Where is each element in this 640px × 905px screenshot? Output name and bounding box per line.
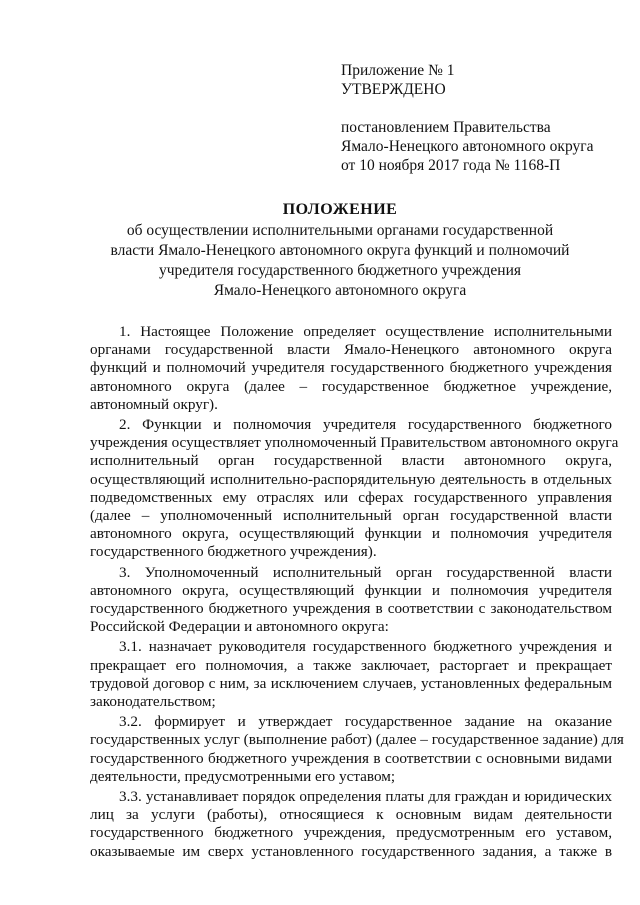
paragraph-line: государственных услуг (выполнение работ) (далее – государственное задание) для [90, 731, 624, 749]
paragraph-line: Российской Федерации и автономного округа: [90, 618, 389, 636]
document-body [90, 323, 624, 863]
paragraph-line: автономного округа, осуществляющий функции и полномочия учредителя [90, 525, 612, 543]
paragraph-4 [90, 638, 612, 711]
document-title: ПОЛОЖЕНИЕ [282, 201, 398, 218]
approval-spacer [341, 99, 621, 118]
paragraph-line: 3.3. устанавливает порядок определения платы для граждан и юридических [119, 788, 612, 806]
document-subtitle-line: власти Ямало-Ненецкого автономного округа функций и полномочий [110, 242, 570, 259]
paragraph-line: государственного бюджетного учреждения в соответствии с законодательством [90, 600, 612, 618]
paragraph-line: исполнительный орган государственной власти автономного округа, [90, 452, 612, 470]
paragraph-line: 1. Настоящее Положение определяет осуществление исполнительными [119, 323, 612, 340]
paragraph-6 [90, 788, 612, 861]
paragraph-line: автономного округа, осуществляющий функции и полномочия учредителя [90, 581, 612, 599]
paragraph-line: 3.2. формирует и утверждает государственное задание на оказание [119, 713, 612, 731]
paragraph-line: государственного бюджетного учреждения). [90, 543, 377, 561]
approval-stamp-block [341, 61, 621, 175]
paragraph-line: 2. Функции и полномочия учредителя государственного бюджетного [119, 416, 612, 434]
document-subtitle-line: об осуществлении исполнительными органами государственной [126, 222, 554, 239]
paragraph-line: деятельности, предусмотренными его уставом; [90, 767, 396, 785]
paragraph-line: автономный округ). [90, 395, 218, 413]
paragraph-line: 3. Уполномоченный исполнительный орган государственной власти [119, 563, 612, 581]
paragraph-line: (далее – уполномоченный исполнительный орган государственной власти [90, 507, 612, 525]
paragraph-5 [90, 713, 624, 786]
paragraph-2 [90, 416, 619, 562]
paragraph-line: лиц за услуги (работы), относящиеся к основным видам деятельности [90, 806, 612, 824]
document-subtitle-line: учредителя государственного бюджетного учреждения [158, 262, 522, 279]
paragraph-3 [90, 564, 612, 637]
paragraph-line: законодательством; [90, 693, 216, 711]
paragraph-line: государственного бюджетного учреждения в соответствии с основными видами [90, 749, 612, 767]
paragraph-line: осуществляющий исполнительно-распорядительную деятельность в отдельных [90, 470, 612, 488]
paragraph-line: трудовой договор с ним, за исключением случаев, установленных федеральным [90, 674, 612, 692]
paragraph-line: учреждения осуществляет уполномоченный Правительством автономного округа [90, 434, 619, 452]
paragraph-1 [90, 323, 612, 414]
approval-date-line: от 10 ноября 2017 года № 1168-П [341, 157, 561, 174]
paragraph-line: подведомственных ему отраслях или сферах государственного управления [90, 488, 612, 506]
paragraph-line: автономного округа (далее – государственное бюджетное учреждение, [90, 377, 612, 395]
approval-resolution-line: постановлением Правительства [341, 119, 551, 136]
document-title-block [70, 200, 610, 301]
approved-label: УТВЕРЖДЕНО [341, 81, 446, 98]
paragraph-line: оказываемые им сверх установленного государственного задания, а также в [90, 842, 612, 860]
approval-region-line: Ямало-Ненецкого автономного округа [341, 138, 594, 155]
paragraph-line: государственного бюджетного учреждения, предусмотренным его уставом, [90, 824, 612, 842]
appendix-number: Приложение № 1 [341, 62, 455, 79]
paragraph-line: органами государственной власти Ямало-Ненецкого автономного округа [90, 341, 612, 359]
paragraph-line: функций и полномочий учредителя государственного бюджетного учреждения [90, 359, 612, 377]
paragraph-line: прекращает его полномочия, а также заключает, расторгает и прекращает [90, 656, 612, 674]
paragraph-line: 3.1. назначает руководителя государственного бюджетного учреждения и [119, 638, 612, 656]
document-subtitle-line: Ямало-Ненецкого автономного округа [213, 282, 467, 299]
